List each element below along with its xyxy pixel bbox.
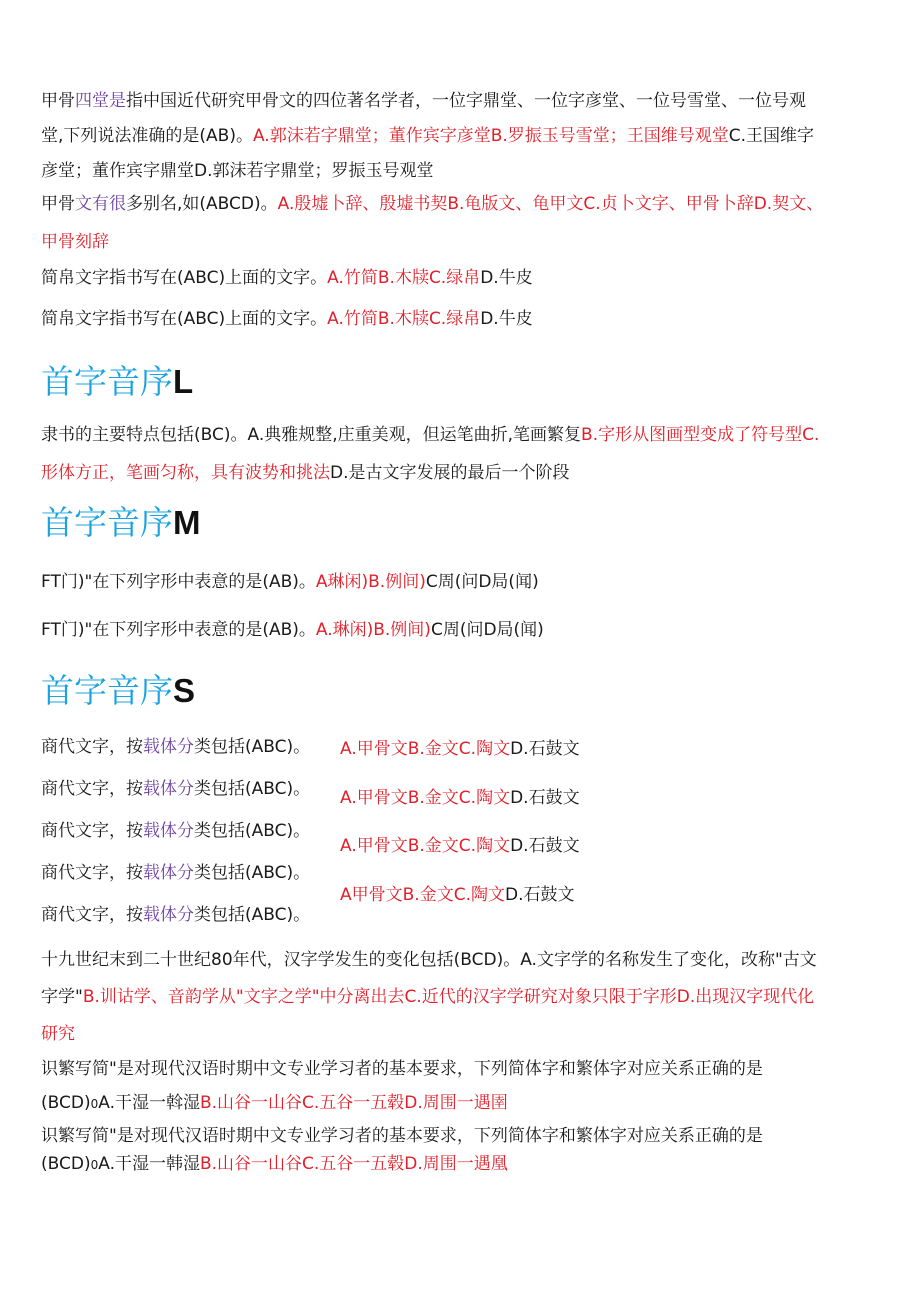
answer-text: B.训诂学、音韵学从"文字之学"中分离出去C.近代的汉字学研究对象只限于字形D.出现汉字现代化 <box>82 987 815 1007</box>
answer-text: A.竹简B.木牍C.绿帛 <box>327 309 481 329</box>
question-lishu <box>41 416 819 492</box>
answer-text: B.山谷一山谷C.五谷一五毂D.周围一遇圉 <box>199 1093 508 1113</box>
text-line: 甲骨四堂是指中国近代研究甲骨文的四位著名学者，一位字鼎堂、一位字彦堂、一位号雪堂、一位号观 <box>41 91 806 111</box>
question-jianbo-2: 简帛文字指书写在(ABC)上面的文字。A.竹简B.木牍C.绿帛D.牛皮 <box>41 309 533 329</box>
question-jianbo-1: 简帛文字指书写在(ABC)上面的文字。A.竹简B.木牍C.绿帛D.牛皮 <box>41 268 533 288</box>
section-heading-l: 首字音序L <box>41 362 194 401</box>
question-shangdai: 商代文字，按载体分类包括(ABC)。 <box>41 779 311 799</box>
answer-text: A.郭沫若字鼎堂；董作宾字彦堂B.罗振玉号雪堂；王国维号观堂 <box>252 126 729 146</box>
text-line: 甲骨文有很多别名,如(ABCD)。A.殷墟卜辞、殷墟书契B.龟版文、龟甲文C.贞卜文字、甲骨卜辞D.契文、 <box>41 194 824 214</box>
answer-text: A.竹简B.木牍C.绿帛 <box>327 268 481 288</box>
question-men-2: FT门)"在下列字形中表意的是(AB)。A.琳闲)B.例间)C周(问D局(闻) <box>41 620 544 640</box>
text-line: 隶书的主要特点包括(BC)。A.典雅规整,庄重美观，但运笔曲折,笔画繁复B.字形从图画型变成了符号型C. <box>41 425 820 445</box>
answer-text: 甲骨刻辞 <box>41 232 109 252</box>
question-shangdai: 商代文字，按载体分类包括(ABC)。 <box>41 737 311 757</box>
question-jiagu-sitang <box>41 84 814 189</box>
question-shangdai: 商代文字，按载体分类包括(ABC)。 <box>41 863 311 883</box>
answer-text: B.字形从图画型变成了符号型C. <box>581 425 820 445</box>
answer-text: B.山谷一山谷C.五谷一五毂D.周围一遇凰 <box>199 1154 508 1174</box>
text-line: 识繁写简"是对现代汉语时期中文专业学习者的基本要求，下列简体字和繁体字对应关系正确的是 <box>41 1059 763 1079</box>
text-line: 堂,下列说法准确的是(AB)。A.郭沫若字鼎堂；董作宾字彦堂B.罗振玉号雪堂；王国维号观堂C.王国维字 <box>41 126 815 146</box>
text-line: 字学"B.训诂学、音韵学从"文字之学"中分离出去C.近代的汉字学研究对象只限于字形D.出现汉字现代化 <box>41 987 815 1007</box>
answer-text: A.琳闲)B.例间) <box>315 620 431 640</box>
question-hanzixue-changes <box>41 942 817 1053</box>
text-line: 识繁写简"是对现代汉语时期中文专业学习者的基本要求，下列简体字和繁体字对应关系正确的是 <box>41 1126 763 1146</box>
question-jiagu-aliases <box>41 185 823 261</box>
answer-text: A.殷墟卜辞、殷墟书契B.龟版文、龟甲文C.贞卜文字、甲骨卜辞D.契文、 <box>277 194 824 214</box>
answer-line: A.甲骨文B.金文C.陶文D.石鼓文 <box>340 739 580 759</box>
answer-text: 形体方正，笔画匀称，具有波势和挑法 <box>41 463 330 483</box>
text-line: (BCD)0A.干湿一韩湿B.山谷一山谷C.五谷一五毂D.周围一遇凰 <box>41 1154 508 1174</box>
answer-line: A.甲骨文B.金文C.陶文D.石鼓文 <box>340 788 580 808</box>
text-line: 形体方正，笔画匀称，具有波势和挑法D.是古文字发展的最后一个阶段 <box>41 463 570 483</box>
section-heading-m: 首字音序M <box>41 503 201 542</box>
question-shangdai: 商代文字，按载体分类包括(ABC)。 <box>41 905 311 925</box>
question-shifan-xiejian-1 <box>41 1052 763 1121</box>
question-shifan-xiejian-2 <box>41 1122 763 1179</box>
answer-line: A.甲骨文B.金文C.陶文D.石鼓文 <box>340 836 580 856</box>
text-line: 彦堂；董作宾字鼎堂D.郭沫若字鼎堂；罗振玉号观堂 <box>41 161 434 181</box>
answer-text: A琳闲)B.例间) <box>315 572 426 592</box>
text-line: 十九世纪末到二十世纪80年代，汉字学发生的变化包括(BCD)。A.文字学的名称发生了变化，改称"古文 <box>41 950 817 970</box>
answer-text: 研究 <box>41 1024 75 1044</box>
question-shangdai: 商代文字，按载体分类包括(ABC)。 <box>41 821 311 841</box>
question-men-1: FT门)"在下列字形中表意的是(AB)。A琳闲)B.例间)C周(问D局(闻) <box>41 572 539 592</box>
text-line: (BCD)0A.干湿一斡湿B.山谷一山谷C.五谷一五毂D.周围一遇圉 <box>41 1093 508 1113</box>
answer-line: A甲骨文B.金文C.陶文D.石鼓文 <box>340 885 575 905</box>
section-heading-s: 首字音序S <box>41 671 196 710</box>
